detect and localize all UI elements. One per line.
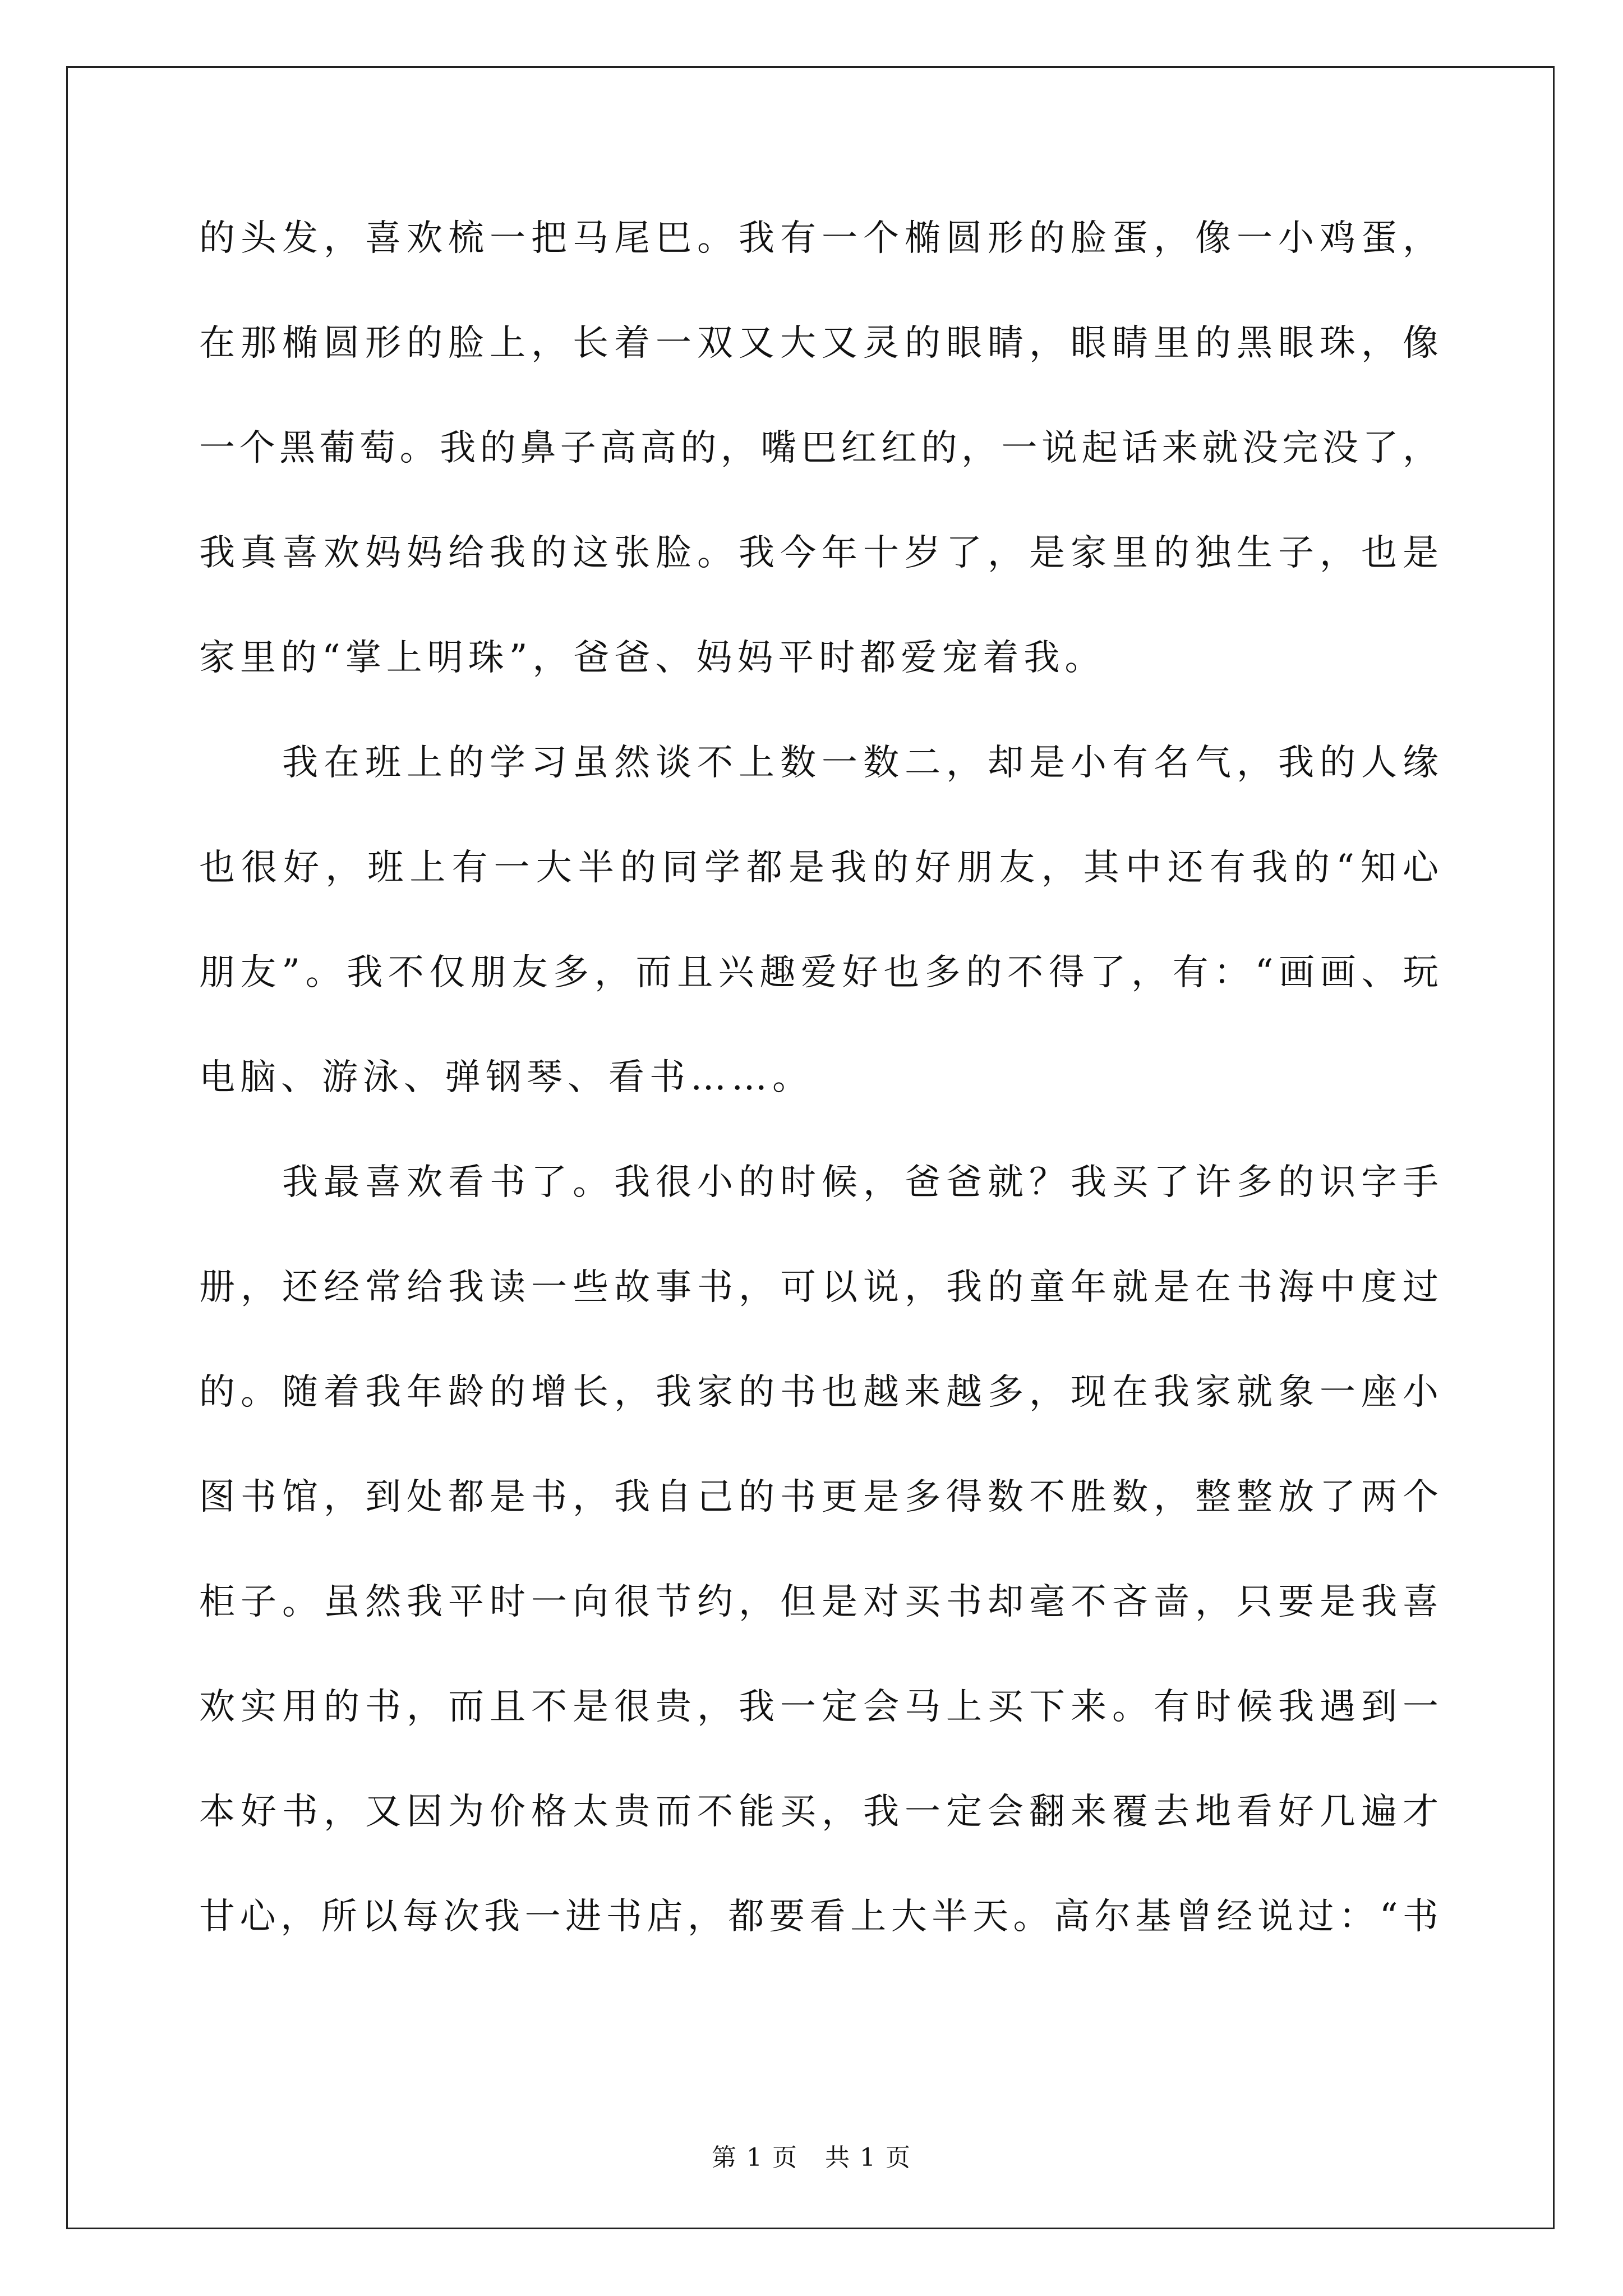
- body-line: 欢实用的书，而且不是很贵，我一定会马上买下来。有时候我遇到一: [199, 1686, 1438, 1728]
- body-line: 在那椭圆形的脸上，长着一双又大又灵的眼睛，眼睛里的黑眼珠，像: [199, 323, 1438, 364]
- body-line: 一个黑葡萄。我的鼻子高高的，嘴巴红红的，一说起话来就没完没了，: [199, 427, 1438, 469]
- body-line: 也很好，班上有一大半的同学都是我的好朋友，其中还有我的“知心: [199, 847, 1438, 889]
- body-line: 本好书，又因为价格太贵而不能买，我一定会翻来覆去地看好几遍才: [199, 1791, 1438, 1833]
- body-line: 册，还经常给我读一些故事书，可以说，我的童年就是在书海中度过: [199, 1267, 1438, 1308]
- body-line-indented: 我在班上的学习虽然谈不上数一数二，却是小有名气，我的人缘: [282, 742, 1438, 784]
- body-line: 柜子。虽然我平时一向很节约，但是对买书却毫不吝啬，只要是我喜: [199, 1581, 1438, 1623]
- document-body: [199, 210, 1438, 1994]
- body-line: 电脑、游泳、弹钢琴、看书……。: [199, 1057, 813, 1098]
- body-line-indented: 我最喜欢看书了。我很小的时候，爸爸就？我买了许多的识字手: [282, 1162, 1438, 1203]
- body-line: 甘心，所以每次我一进书店，都要看上大半天。高尔基曾经说过：“书: [199, 1896, 1438, 1938]
- page-total: 共 1 页: [824, 2143, 911, 2172]
- body-line: 的。随着我年龄的增长，我家的书也越来越多，现在我家就象一座小: [199, 1372, 1438, 1413]
- body-line: 我真喜欢妈妈给我的这张脸。我今年十岁了，是家里的独生子，也是: [199, 532, 1438, 574]
- body-line: 图书馆，到处都是书，我自己的书更是多得数不胜数，整整放了两个: [199, 1476, 1438, 1518]
- body-line: 的头发，喜欢梳一把马尾巴。我有一个椭圆形的脸蛋，像一小鸡蛋，: [199, 218, 1438, 259]
- page-footer: [0, 2137, 1623, 2173]
- body-line: 朋友”。我不仅朋友多，而且兴趣爱好也多的不得了，有：“画画、玩: [199, 952, 1438, 993]
- body-line: 家里的“掌上明珠”，爸爸、妈妈平时都爱宠着我。: [199, 637, 1106, 679]
- page-number: 第 1 页: [712, 2143, 799, 2172]
